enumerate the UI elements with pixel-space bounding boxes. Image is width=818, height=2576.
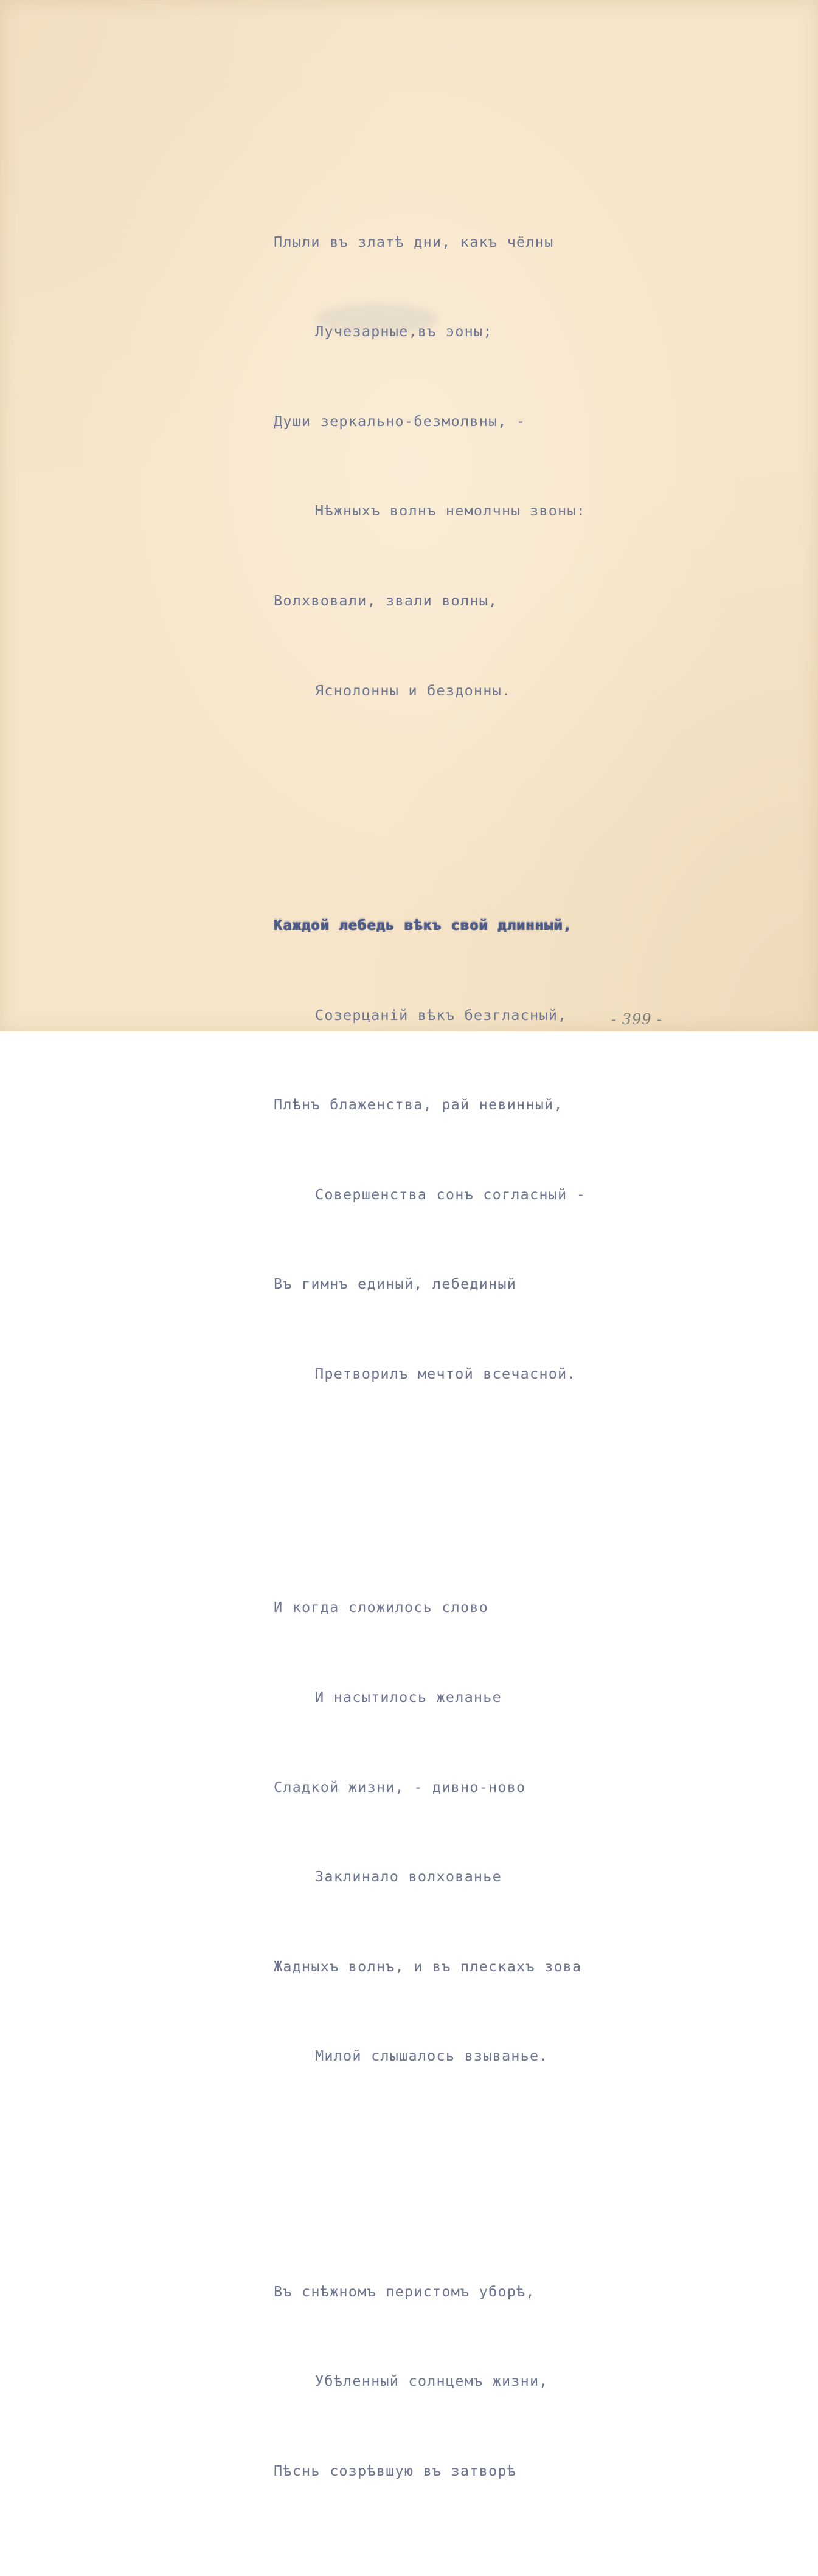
poem-line: Сладкой жизни, - дивно-ново xyxy=(274,1778,526,1796)
stanza-gap xyxy=(274,1479,639,1503)
poem-line: Заклинало волхованье xyxy=(315,1868,502,1886)
poem-line: Милой слышалось взыванье. xyxy=(315,2047,549,2065)
poem-line: Пѣснь созрѣвшую въ затворѣ xyxy=(274,2462,517,2479)
poem-line: И насытилось желанье xyxy=(315,1688,502,1706)
poem-line: Нѣжныхъ волнъ немолчны звоны: xyxy=(315,502,586,520)
poem-line: Созерцаній вѣкъ безгласный, xyxy=(315,1006,567,1024)
poem-line: Плѣнъ блаженства, рай невинный, xyxy=(274,1096,563,1114)
poem-body xyxy=(274,137,639,2576)
poem-line: Яснолонны и бездонны. xyxy=(315,681,511,699)
poem-line: Въ снѣжномъ перистомъ уборѣ, xyxy=(274,2282,535,2300)
poem-line: Плыли въ златѣ дни, какъ чёлны xyxy=(274,233,554,250)
poem-line: Убѣленный солнцемъ жизни, xyxy=(315,2372,549,2390)
poem-line-smudged: Каждой лебедь вѣкъ свой длинный, xyxy=(274,916,573,934)
poem-line: Въ гимнъ единый, лебединый xyxy=(274,1275,517,1293)
poem-line: Лучезарные,въ эоны; xyxy=(315,323,493,340)
poem-line: Жадныхъ волнъ, и въ плескахъ зова xyxy=(274,1957,582,1975)
stanza-gap xyxy=(274,2161,639,2187)
stanza-gap xyxy=(274,795,639,821)
page-number: - 399 - xyxy=(611,1011,663,1028)
poem-line: Души зеркально-безмолвны, - xyxy=(274,412,526,430)
poem-line: Волхвовали, звали волны, xyxy=(274,591,498,609)
poem-line: Совершенства сонъ согласный - xyxy=(315,1185,586,1203)
poem-line: Претворилъ мечтой всечасной. xyxy=(315,1365,577,1382)
poem-line: И когда сложилось слово xyxy=(274,1599,489,1616)
